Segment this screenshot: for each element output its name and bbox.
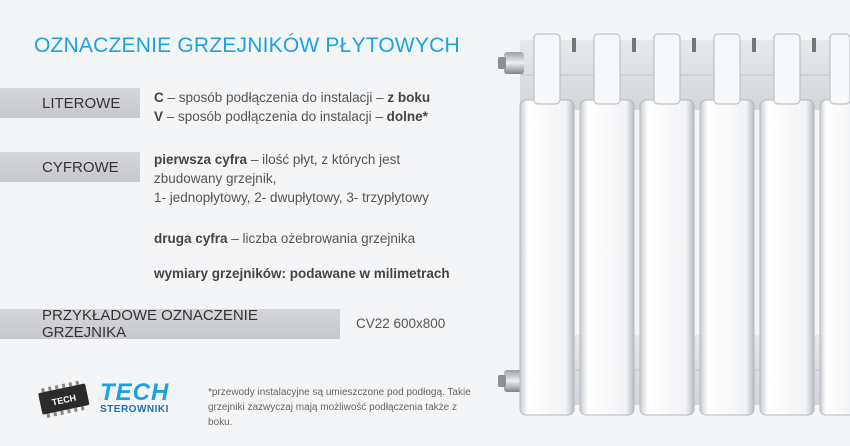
line-c-strong: z boku: [387, 90, 431, 105]
line-c-text: – sposób podłączenia do instalacji –: [163, 90, 388, 105]
literowe-line-c: [154, 88, 430, 107]
example-label: PRZYKŁADOWE OZNACZENIE GRZEJNIKA: [42, 307, 258, 341]
literowe-bar: [0, 88, 140, 118]
logo-wordmark: TECH: [100, 379, 170, 406]
footnote: *przewody instalacyjne są umieszczone pod podłogą. Takie grzejniki zazwyczaj mają możliwość podłączenia także z boku.: [208, 387, 471, 428]
line-v-strong: dolne*: [386, 109, 428, 124]
literowe-line-v: [154, 107, 430, 126]
cyfrowe-bar: [0, 152, 140, 182]
cyfrowe-second-digit: [154, 229, 415, 248]
logo-subtitle: STEROWNIKI: [100, 404, 169, 415]
literowe-description: [154, 88, 430, 126]
radiator-image: [490, 30, 850, 420]
letter-c: C: [154, 90, 164, 105]
svg-text:TECH: TECH: [50, 392, 78, 408]
dimensions-note: wymiary grzejników: podawane w milimetrach: [154, 266, 450, 281]
example-value: CV22 600x800: [356, 316, 446, 331]
letter-v: V: [154, 109, 164, 124]
chip-logo-icon: [34, 380, 94, 420]
first-digit-text: – ilość płyt, z których jest zbudowany grzejnik,: [154, 152, 401, 186]
line-v-text: – sposób podłączenia do instalacji –: [163, 109, 387, 124]
first-digit-strong: pierwsza cyfra: [154, 152, 248, 167]
literowe-label: LITEROWE: [42, 94, 121, 112]
cyfrowe-first-digit: [154, 150, 434, 207]
cyfrowe-label: CYFROWE: [42, 158, 119, 176]
example-bar: [0, 309, 340, 339]
second-digit-strong: druga cyfra: [154, 231, 228, 246]
first-digit-options: 1- jednopłytowy, 2- dwupłytowy, 3- trzypłytowy: [154, 190, 429, 205]
tech-logo: [100, 379, 170, 415]
second-digit-text: – liczba ożebrowania grzejnika: [227, 231, 416, 246]
page-title: OZNACZENIE GRZEJNIKÓW PŁYTOWYCH: [34, 34, 460, 57]
